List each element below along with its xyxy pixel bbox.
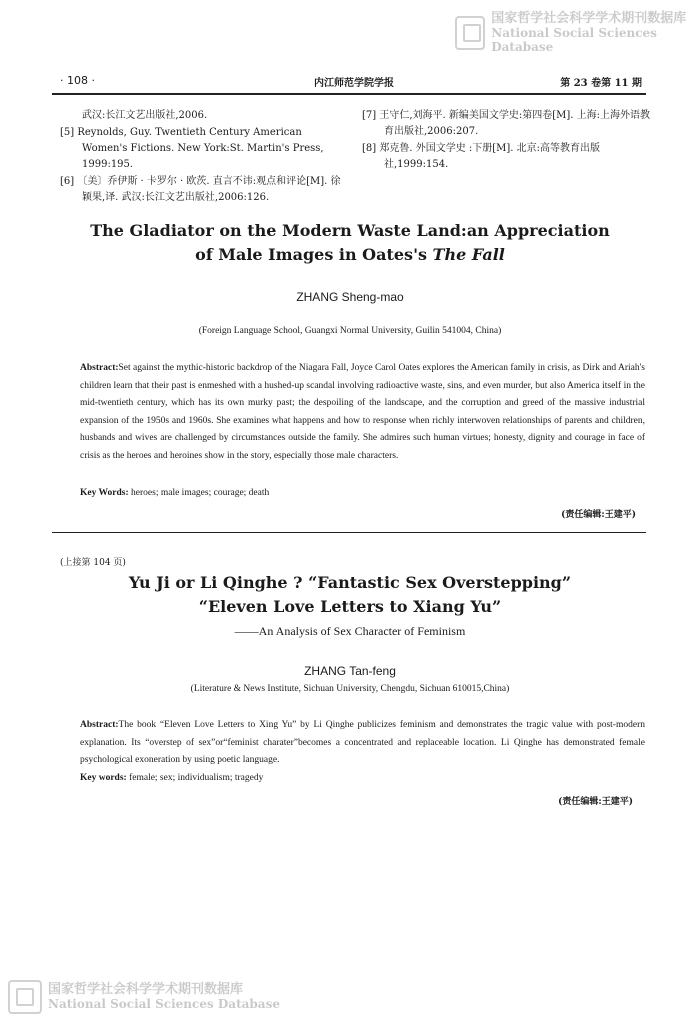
article1-editor: (责任编辑:王建平) (561, 510, 636, 520)
abstract-label: Abstract: (80, 720, 119, 730)
reference-item: [8] 郑克鲁. 外国文学史 :下册[M]. 北京:高等教育出版社,1999:154. (362, 143, 601, 170)
keywords-text: female; sex; individualism; tragedy (126, 773, 264, 783)
article2-subtitle: ——An Analysis of Sex Character of Feminism (234, 624, 466, 638)
article2-author: ZHANG Tan-feng (304, 664, 396, 678)
abstract-label: Abstract: (80, 363, 119, 373)
article-separator (52, 532, 646, 533)
reference-item: 武汉:长江文艺出版社,2006. (82, 110, 208, 121)
journal-name: 内江师范学院学报 (314, 78, 394, 89)
watermark-en: National Social Sciences Database (48, 997, 280, 1011)
references-left (60, 108, 350, 207)
volume-issue: 第 23 卷第 11 期 (560, 78, 642, 89)
watermark-en: National Social Sciences Database (491, 26, 657, 54)
page-number: · 108 · (60, 74, 95, 87)
watermark-bottom (8, 980, 280, 1014)
references-right (362, 108, 652, 174)
article1-keywords (80, 488, 640, 498)
page-header (52, 74, 646, 90)
article2-editor: (责任编辑:王建平) (558, 797, 633, 807)
keywords-text: heroes; male images; courage; death (128, 488, 270, 498)
article1-affiliation: (Foreign Language School, Guangxi Normal University, Guilin 541004, China) (198, 326, 502, 336)
book-title: The Fall (432, 245, 505, 264)
article2-keywords (80, 773, 640, 783)
database-logo-icon (455, 16, 485, 50)
article1-title-line1: The Gladiator on the Modern Waste Land:an Appreciation (90, 221, 610, 240)
abstract-text: Set against the mythic-historic backdrop of the Niagara Fall, Joyce Carol Oates explores the American family in crisis, as Dirk and Ariah's children learn that their past is enmeshed with a hushed-up scandal involving radioactive waste, sins, and even murder, but also America itself in the mid-twentieth century, which has its own murky past; the despoiling of the landscape, and the corruption and greed of the massive industrial expansion of the 1950s and 1960s. She examines what happens and how to response when richly interwoven relationships of parents and children, husbands and wives are challenged by circumstances outside the family. She admires such human virtues; honesty, dignity and courage in face of crisis as the heroes and heroines show in the story, especially those male characters. (80, 363, 645, 461)
keywords-label: Key words: (80, 773, 127, 783)
article1-title (60, 219, 640, 267)
article2-title-line2: “Eleven Love Letters to Xiang Yu” (198, 597, 502, 616)
keywords-label: Key Words: (80, 488, 129, 498)
database-logo-icon (8, 980, 42, 1014)
continued-note: (上接第 104 页) (60, 558, 126, 568)
watermark-cn: 国家哲学社会科学学术期刊数据库 (48, 982, 244, 997)
article1-abstract (80, 360, 645, 465)
article1-title-line2: of Male Images in Oates's The Fall (195, 245, 505, 264)
reference-item: [7] 王守仁,刘海平. 新编美国文学史:第四卷[M]. 上海:上海外语教育出版社,2006:207. (362, 110, 651, 137)
watermark-top (455, 12, 694, 54)
article2-affiliation: (Literature & News Institute, Sichuan University, Chengdu, Sichuan 610015,China) (190, 684, 510, 694)
reference-item: [6] 〔美〕乔伊斯 · 卡罗尔 · 欧茨. 直言不讳:观点和评论[M]. 徐颖果,译. 武汉:长江文艺出版社,2006:126. (60, 176, 341, 203)
watermark-cn: 国家哲学社会科学学术期刊数据库 (491, 11, 687, 26)
reference-item: [5] Reynolds, Guy. Twentieth Century American Women's Fictions. New York:St. Martin's Press, 1999:195. (60, 127, 324, 170)
article1-author: ZHANG Sheng-mao (296, 290, 404, 304)
header-rule (52, 93, 646, 95)
article2-title-line1: Yu Ji or Li Qinghe ? “Fantastic Sex Overstepping” (128, 573, 572, 592)
article2-abstract (80, 717, 645, 770)
abstract-text: The book “Eleven Love Letters to Xing Yu” by Li Qinghe publicizes feminism and demonstrates the tragic value with post-modern explanation. Its “overstep of sex”or“feminist charater”becomes a concentrated and replaceable location. Li Qinghe has demonstrated female psychological exoneration by using poetic language. (80, 720, 645, 765)
article2-title (60, 571, 640, 619)
